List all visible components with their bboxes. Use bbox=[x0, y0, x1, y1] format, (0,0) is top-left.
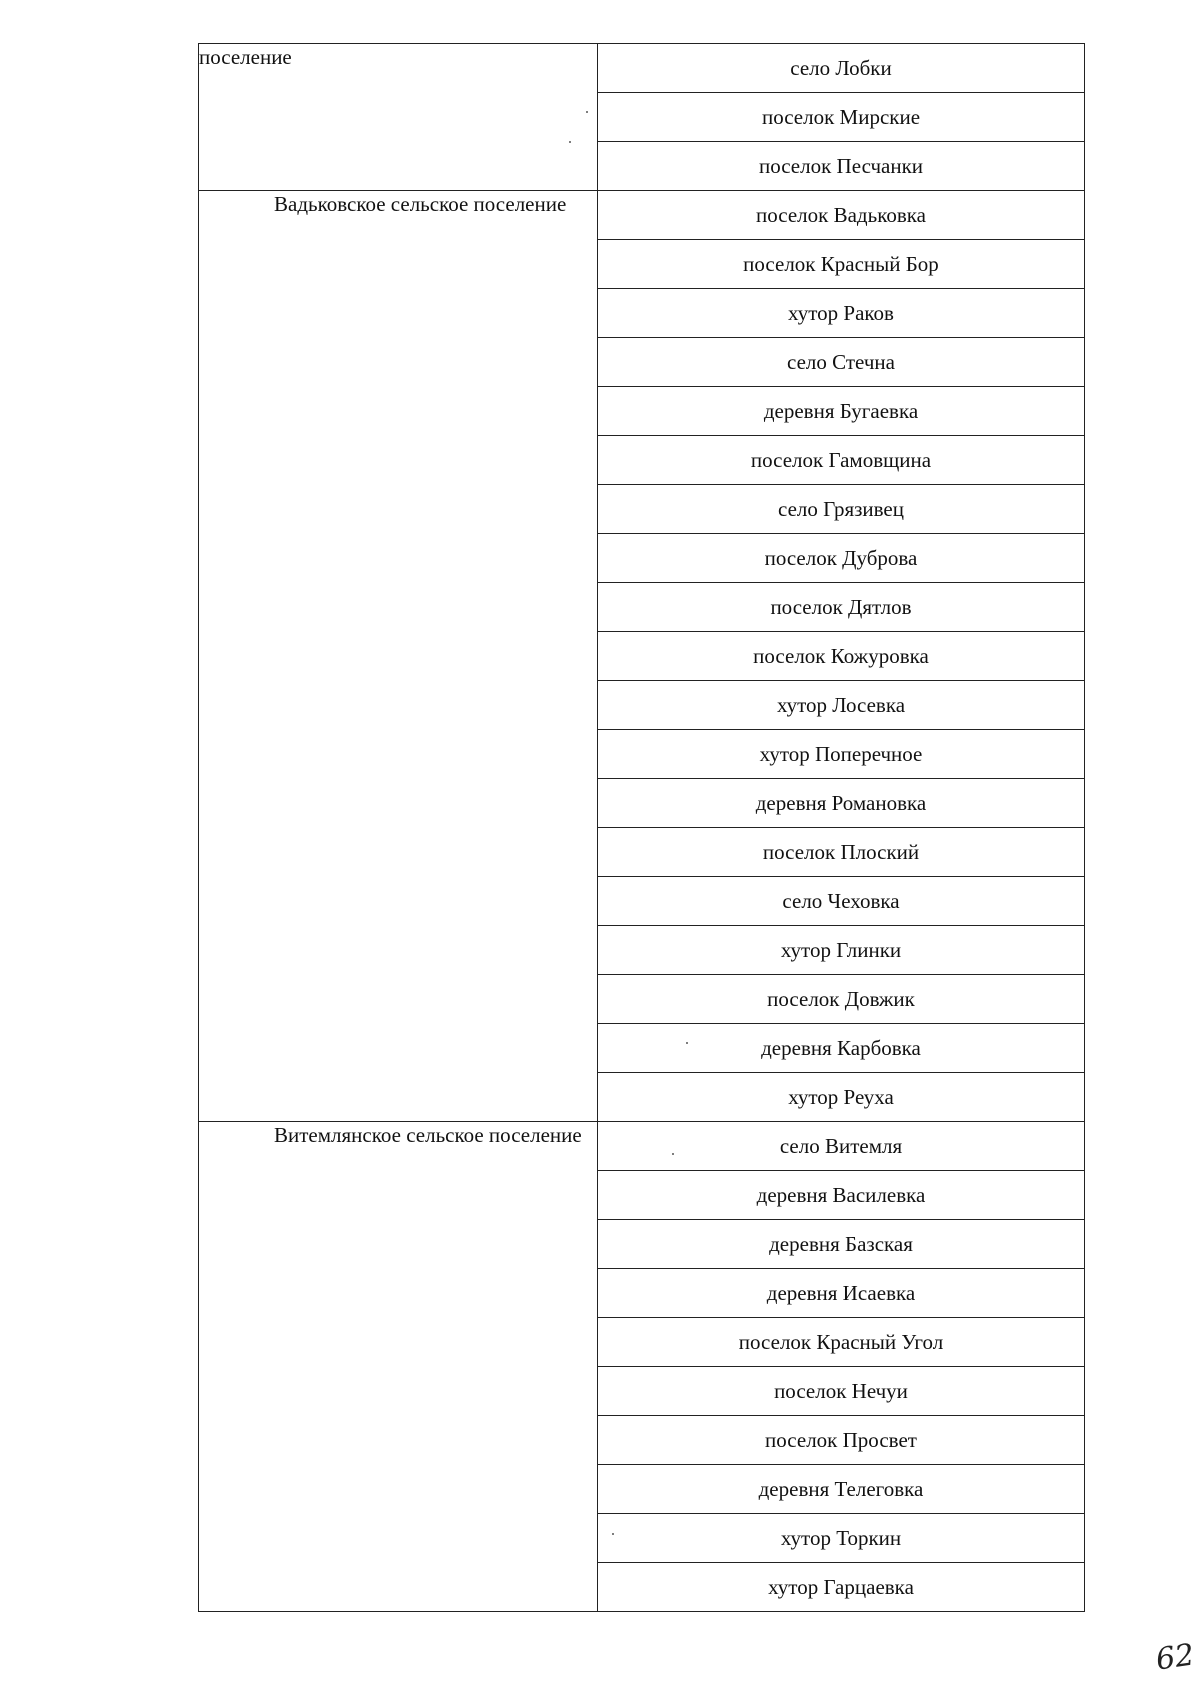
municipality-cell bbox=[199, 1122, 598, 1612]
settlement-name: хутор Торкин bbox=[598, 1514, 1085, 1563]
municipality-name: Вадьковское сельское поселение bbox=[274, 192, 567, 216]
settlement-name: поселок Красный Угол bbox=[598, 1318, 1085, 1367]
settlement-name: деревня Бугаевка bbox=[598, 387, 1085, 436]
municipality-name: Витемлянское сельское поселение bbox=[274, 1123, 582, 1147]
settlement-name: поселок Плоский bbox=[598, 828, 1085, 877]
page-number: 62 bbox=[1153, 1637, 1197, 1678]
settlement-name: поселок Вадьковка bbox=[598, 191, 1085, 240]
settlements-table bbox=[198, 43, 1085, 1612]
scan-speck bbox=[686, 1042, 688, 1044]
settlement-name: деревня Карбовка bbox=[598, 1024, 1085, 1073]
settlement-name: хутор Раков bbox=[598, 289, 1085, 338]
scan-speck bbox=[586, 111, 588, 113]
settlement-name: поселок Гамовщина bbox=[598, 436, 1085, 485]
municipality-name: поселение bbox=[199, 45, 292, 69]
settlement-name: поселок Просвет bbox=[598, 1416, 1085, 1465]
settlement-name: хутор Реуха bbox=[598, 1073, 1085, 1122]
settlement-name: деревня Исаевка bbox=[598, 1269, 1085, 1318]
settlement-name: хутор Гарцаевка bbox=[598, 1563, 1085, 1612]
settlement-name: поселок Дуброва bbox=[598, 534, 1085, 583]
settlement-name: поселок Довжик bbox=[598, 975, 1085, 1024]
settlements-table-body bbox=[199, 44, 1085, 1612]
settlement-name: село Грязивец bbox=[598, 485, 1085, 534]
settlement-name: поселок Нечуи bbox=[598, 1367, 1085, 1416]
settlement-name: деревня Романовка bbox=[598, 779, 1085, 828]
settlement-name: поселок Дятлов bbox=[598, 583, 1085, 632]
settlement-name: хутор Поперечное bbox=[598, 730, 1085, 779]
settlement-name: поселок Кожуровка bbox=[598, 632, 1085, 681]
settlement-name: поселок Красный Бор bbox=[598, 240, 1085, 289]
settlement-name: село Чеховка bbox=[598, 877, 1085, 926]
settlement-name: хутор Лосевка bbox=[598, 681, 1085, 730]
settlement-name: село Витемля bbox=[598, 1122, 1085, 1171]
settlement-name: село Лобки bbox=[598, 44, 1085, 93]
scan-speck bbox=[569, 141, 571, 143]
table-row bbox=[199, 191, 1085, 240]
municipality-cell bbox=[199, 44, 598, 191]
scan-speck bbox=[672, 1153, 674, 1155]
settlement-name: поселок Песчанки bbox=[598, 142, 1085, 191]
settlement-name: деревня Василевка bbox=[598, 1171, 1085, 1220]
table-row bbox=[199, 44, 1085, 93]
settlement-name: деревня Телеговка bbox=[598, 1465, 1085, 1514]
settlement-name: хутор Глинки bbox=[598, 926, 1085, 975]
settlement-name: село Стечна bbox=[598, 338, 1085, 387]
table-row bbox=[199, 1122, 1085, 1171]
scan-speck bbox=[612, 1533, 614, 1535]
settlement-name: поселок Мирские bbox=[598, 93, 1085, 142]
municipality-cell bbox=[199, 191, 598, 1122]
settlement-name: деревня Базская bbox=[598, 1220, 1085, 1269]
